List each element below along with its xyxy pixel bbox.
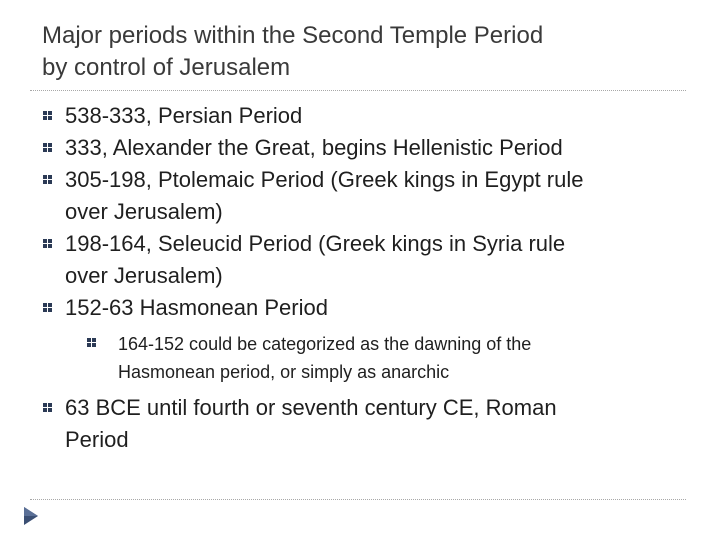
list-item: [42, 292, 702, 324]
square-bullet-icon: [43, 239, 54, 249]
square-bullet-icon: [43, 175, 54, 185]
square-bullet-icon: [43, 111, 54, 121]
square-bullet-icon: [43, 143, 54, 153]
item-text: 305-198, Ptolemaic Period (Greek kings in Egypt rule: [65, 167, 584, 192]
title-line: Major periods within the Second Temple Period: [42, 22, 544, 49]
square-bullet-icon: [43, 403, 54, 413]
item-text: 63 BCE until fourth or seventh century CE, Roman: [65, 395, 557, 420]
item-text: 152-63 Hasmonean Period: [65, 295, 328, 320]
top-divider: [30, 90, 686, 91]
sub-item-text: Hasmonean period, or simply as anarchic: [118, 362, 450, 382]
list-item: [42, 228, 702, 292]
title-line: by control of Jerusalem: [42, 54, 291, 81]
item-text: over Jerusalem): [65, 263, 223, 288]
item-text: Period: [65, 427, 129, 452]
list-item: [42, 100, 702, 132]
item-text: 198-164, Seleucid Period (Greek kings in Syria rule: [65, 231, 566, 256]
item-text: 538-333, Persian Period: [65, 103, 303, 128]
list-item: [42, 392, 702, 456]
item-text: over Jerusalem): [65, 199, 223, 224]
item-text: 333, Alexander the Great, begins Hellenistic Period: [65, 135, 563, 160]
bottom-divider: [30, 499, 686, 500]
list-item: [42, 132, 702, 164]
nav-arrow-icon[interactable]: [22, 505, 40, 527]
square-bullet-icon: [43, 303, 54, 313]
slide-title: [42, 20, 682, 84]
list-item: [42, 164, 702, 228]
sub-list-item: [42, 330, 702, 386]
bullet-list: [42, 100, 702, 456]
sub-item-text: 164-152 could be categorized as the dawning of the: [118, 334, 532, 354]
square-bullet-icon: [87, 338, 98, 348]
